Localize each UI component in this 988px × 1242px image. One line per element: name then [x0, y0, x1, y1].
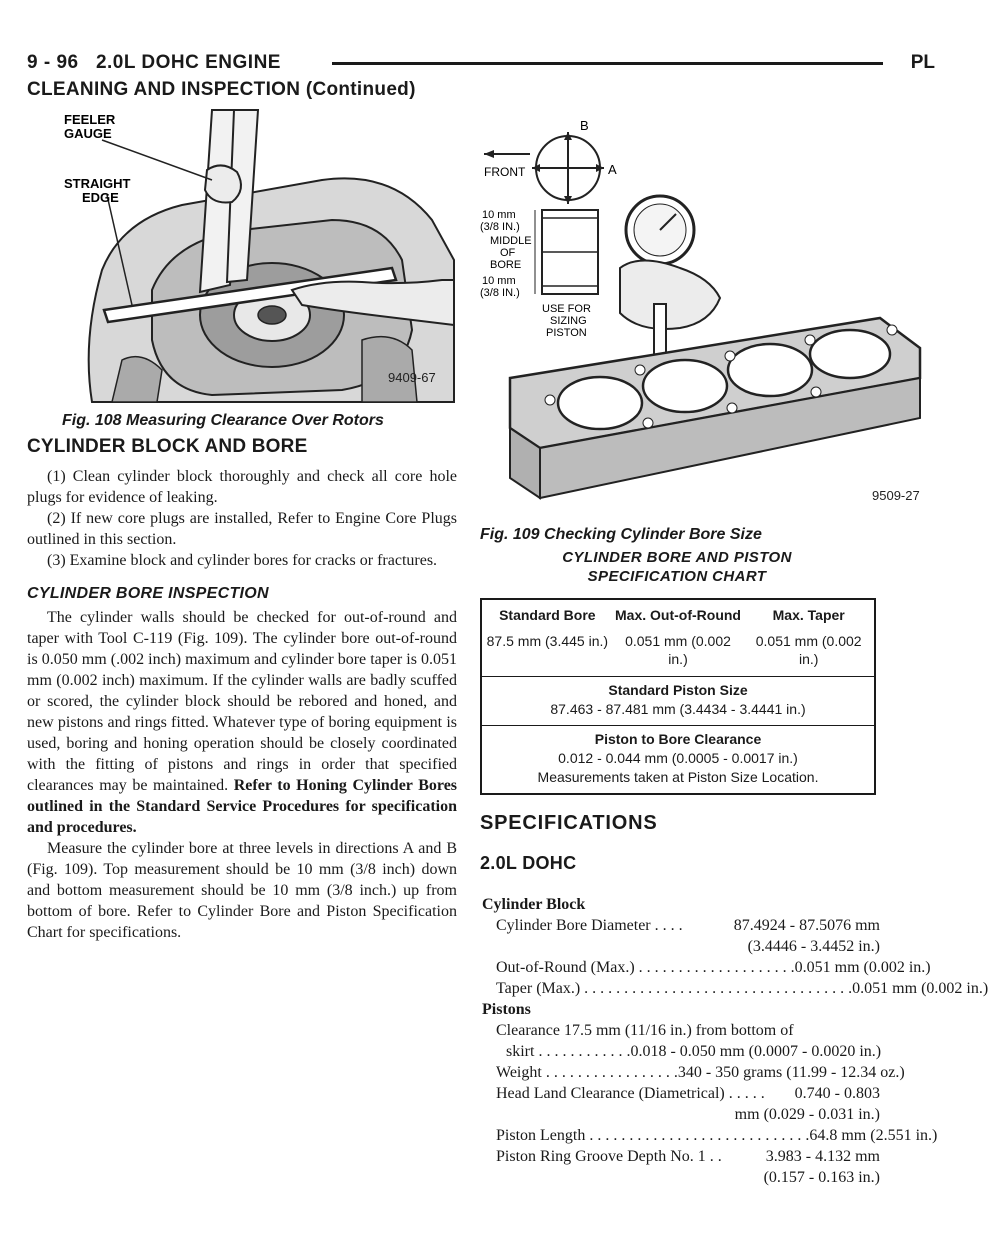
front-label: FRONT — [484, 165, 526, 179]
table-header-row — [482, 600, 874, 626]
spec-head-land: Head Land Clearance (Diametrical) . . . . . 0.740 - 0.803 — [496, 1085, 880, 1102]
spec-taper: Taper (Max.) . . . . . . . . . . . . . . . . . . . . . . . . . . . . . . . . . . 0.051 mm (0.002 in.) — [496, 980, 988, 997]
figure-108-code: 9409-67 — [388, 370, 436, 385]
spec-bore-diameter: Cylinder Bore Diameter . . . . 87.4924 - 87.5076 mm — [496, 917, 880, 934]
inspection-paragraph: The cylinder walls should be checked for out-of-round and taper with Tool C-119 (Fig. 109). The cylinder bore out-of-round is 0.050 mm (.002 inch) maximum and cylinder bore taper is 0.051 mm (0.002 inch) maximum. If the cylinder walls are badly scuffed or scored, the cylinder block should be rebored and honed, and new pistons and rings fitted. Whatever type of boring equipment is used, boring and honing operation should be closely coordinated with the fitting of pistons and rings in order that specified clearances may be maintained. Refer to Honing Cylinder Bores outlined in the Standard Service Procedures for specification and procedures. — [27, 609, 458, 836]
bottom-measure-label: 10 mm (3/8 IN.) — [480, 275, 520, 299]
top-measure-label: 10 mm (3/8 IN.) — [480, 209, 520, 233]
spec-groove-depth-inches: (0.157 - 0.163 in.) — [763, 1169, 880, 1186]
bore-inspection-heading: CYLINDER BORE INSPECTION — [27, 585, 269, 602]
spec-bore-diameter-inches: (3.4446 - 3.4452 in.) — [747, 938, 880, 955]
figure-108-caption: Fig. 108 Measuring Clearance Over Rotors — [62, 412, 384, 429]
left-column — [27, 436, 457, 943]
spec-groove-depth: Piston Ring Groove Depth No. 1 . . 3.983 - 4.132 mm — [496, 1148, 880, 1165]
piston-size-title: Standard Piston Size — [608, 682, 748, 698]
group-pistons: Pistons — [482, 1001, 531, 1018]
spec-head-land-inches: mm (0.029 - 0.031 in.) — [734, 1106, 880, 1123]
spec-chart-title — [480, 548, 874, 586]
spec-clearance-skirt: skirt . . . . . . . . . . . . 0.018 - 0.050 mm (0.0007 - 0.0020 in.) — [506, 1043, 882, 1060]
spec-weight: Weight . . . . . . . . . . . . . . . . . 340 - 350 grams (11.99 - 12.34 oz.) — [496, 1064, 905, 1081]
spec-piston-length: Piston Length . . . . . . . . . . . . . . . . . . . . . . . . . . . . 64.8 mm (2.551 in.) — [496, 1127, 938, 1144]
direction-b-label: B — [580, 118, 589, 133]
spec-chart-title-line1: CYLINDER BORE AND PISTON — [562, 549, 792, 566]
value-max-taper: 0.051 mm (0.002 in.) — [755, 633, 862, 667]
specifications-heading: SPECIFICATIONS — [480, 812, 658, 834]
clearance-note: Measurements taken at Piston Size Location. — [537, 769, 819, 785]
spec-chart-title-line2: SPECIFICATION CHART — [587, 568, 767, 585]
step-3: (3) Examine block and cylinder bores for cracks or fractures. — [47, 552, 438, 569]
header-max-out-of-round: Max. Out-of-Round — [615, 607, 741, 623]
standard-piston-size-section — [482, 676, 874, 725]
engine-subheading: 2.0L DOHC — [480, 853, 577, 873]
piston-bore-clearance-section — [482, 725, 874, 793]
table-value-row — [482, 626, 874, 676]
model-code: PL — [910, 52, 935, 73]
cylinder-block-heading: CYLINDER BLOCK AND BORE — [27, 436, 308, 457]
step-1: (1) Clean cylinder block thoroughly and check all core hole plugs for evidence of leaking. — [27, 468, 457, 506]
step-2: (2) If new core plugs are installed, Refer to Engine Core Plugs outlined in this section. — [27, 510, 457, 548]
group-cylinder-block: Cylinder Block — [482, 896, 586, 913]
middle-bore-label: MIDDLE OF BORE — [490, 235, 532, 271]
honing-reference: Refer to Honing Cylinder Bores outlined in the Standard Service Procedures for specification and procedures. — [27, 777, 458, 836]
bore-piston-spec-table — [480, 598, 876, 795]
page-header — [27, 52, 935, 82]
figure-109-code: 9509-27 — [872, 488, 920, 503]
header-standard-bore: Standard Bore — [499, 607, 596, 623]
clearance-value: 0.012 - 0.044 mm (0.0005 - 0.0017 in.) — [558, 750, 798, 766]
figure-109-bore-check — [480, 118, 942, 522]
header-rule — [332, 62, 883, 65]
figure-108-rotor-clearance — [62, 110, 454, 402]
section-title: CLEANING AND INSPECTION (Continued) — [27, 79, 416, 100]
page-number-title: 9 - 96 2.0L DOHC ENGINE — [27, 52, 281, 73]
figure-109-caption: Fig. 109 Checking Cylinder Bore Size — [480, 526, 762, 543]
direction-a-label: A — [608, 162, 617, 177]
value-max-out-of-round: 0.051 mm (0.002 in.) — [625, 633, 731, 667]
sizing-piston-label: USE FOR SIZING PISTON — [542, 303, 591, 339]
feeler-gauge-label: FEELER GAUGE — [64, 112, 116, 141]
value-standard-bore: 87.5 mm (3.445 in.) — [486, 633, 609, 649]
header-max-taper: Max. Taper — [772, 607, 845, 623]
straight-edge-label: STRAIGHT EDGE — [64, 176, 131, 205]
piston-size-value: 87.463 - 87.481 mm (3.4434 - 3.4441 in.) — [550, 701, 806, 717]
specifications-section — [480, 812, 988, 1188]
spec-clearance-line: Clearance 17.5 mm (11/16 in.) from bottom of — [496, 1022, 794, 1039]
measure-paragraph: Measure the cylinder bore at three levels in directions A and B (Fig. 109). Top measurement should be 10 mm (3/8 inch) down and bottom measurement should be 10 mm (3/8 inch.) up from bottom of bore. Refer to Cylinder Bore and Piston Specification Chart for specifications. — [27, 840, 457, 941]
clearance-title: Piston to Bore Clearance — [594, 731, 762, 747]
spec-out-of-round: Out-of-Round (Max.) . . . . . . . . . . . . . . . . . . . . 0.051 mm (0.002 in.) — [496, 959, 931, 976]
